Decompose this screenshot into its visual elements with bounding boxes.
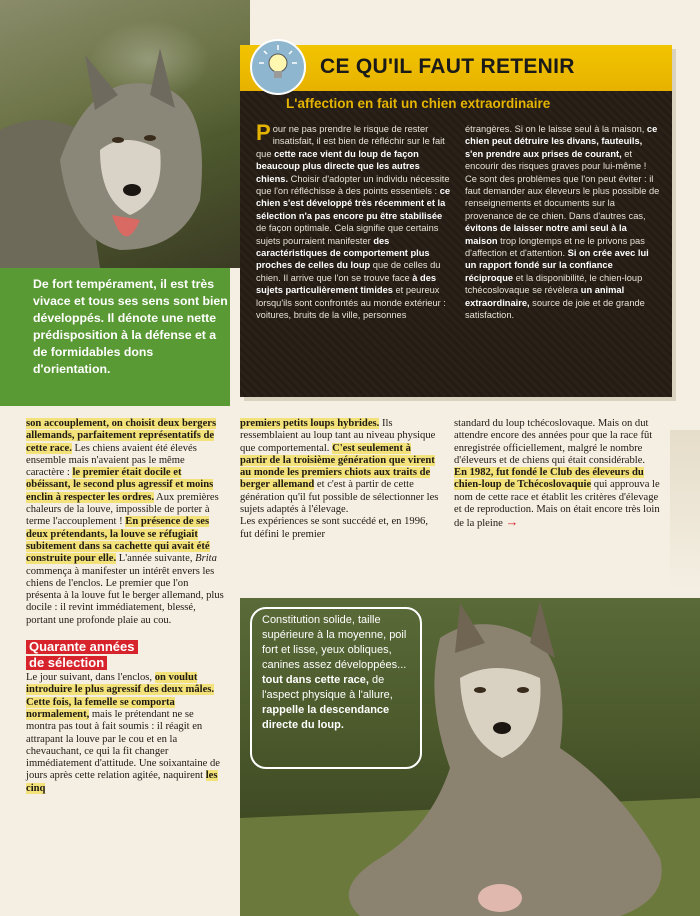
col-a2-segment: on voulut introduire le plus agressif des deux mâles. Cette fois, la femelle se comporta normalement, <box>26 672 215 720</box>
box-column-2 <box>465 123 660 322</box>
col-a-segment: le premier était docile et obéissant, le second plus agressif et moins enclin à respecter les ordres. <box>26 467 214 503</box>
body-column-2 <box>240 418 440 541</box>
box-col2-segment: et la disponibilité, le chien-loup tchécoslovaque se révèlera <box>465 272 643 296</box>
col-a-segment: Aux premières chaleurs de la louve, impossible de porter à terme l'accouplement ! <box>26 491 219 528</box>
box-subtitle: L'affection en fait un chien extraordinaire <box>286 96 551 111</box>
lightbulb-icon <box>250 39 306 95</box>
box-col1-segment: que de celles du chien. Il arrive que l'on se trouve face <box>256 260 441 283</box>
col-b-segment: Ils ressemblaient au loup tant au niveau physique que comportemental. <box>240 418 436 454</box>
col-b-segment: Les expériences se sont succédé et, en 1996, fut défini le premier <box>240 516 428 540</box>
col-a-segment: Les chiens avaient été élevés ensemble mais n'avaient pas le même caractère : <box>26 442 197 479</box>
photo-caption-text <box>262 613 422 733</box>
photo-caption-segment: de l'aspect physique à l'allure, <box>262 674 393 701</box>
col-c-segment: qui approuva le nom de cette race et établit les critères d'élevage et de reproduction. Mais on était encore très loin de la pleine <box>454 479 660 530</box>
col-b-segment: et c'est à partir de cette génération qu'il fut possible de sélectionner les sujets adaptés à l'élevage. <box>240 479 439 516</box>
box-col2-segment: un animal extraordinaire, <box>465 285 625 308</box>
box-col1-segment: cette race vient du loup de façon beaucoup plus directe que les autres chiens. <box>256 148 420 184</box>
body-column-3 <box>454 418 660 531</box>
photo-caption-segment: Constitution solide, taille supérieure à la moyenne, poil fort et lisse, yeux obliques, canines assez développées... <box>262 614 407 671</box>
arrow-right-icon: → <box>505 514 519 530</box>
green-caption-text: De fort tempérament, il est très vivace et tous ses sens sont bien développés. Il dénote une nette prédisposition à la défense et a de formidables dons d'orientation. <box>33 277 228 376</box>
page-edge <box>670 430 700 590</box>
box-col1-segment: de façon optimale. Cela signifie que certains sujets pourraient manifester <box>256 223 439 246</box>
box-col1-segment: ce chien s'est développé très récemment et la sélection n'a pas encore pu être stabilisée <box>256 186 451 221</box>
col-a-segment: commença à manifester un intérêt envers les chiens de l'enclos. Le premier que l'on présenta à la louve fut le berger allemand, plus docile : il revint immédiatement, blessé, portant une profonde plaie au cou. <box>26 565 224 626</box>
col-a2-segment: les cinq <box>26 770 218 794</box>
box-col2-segment: source de joie et de grande satisfaction. <box>465 297 645 321</box>
body-column-1-paragraph <box>26 418 224 627</box>
col-a-segment: son accouplement, on choisit deux bergers allemands, parfaitement représentatifs de cette race. <box>26 418 217 454</box>
photo-caption-segment: tout dans cette race, <box>262 674 369 686</box>
section-heading <box>26 640 224 672</box>
body-column-1 <box>26 418 224 795</box>
box-col1-segment: des caractéristiques de comportement plus proches de celles du loup <box>256 235 430 271</box>
col-a2-segment: Le jour suivant, dans l'enclos, <box>26 672 155 684</box>
box-col2-segment: trop longtemps et ne le privons pas d'affection et d'attention. <box>465 235 645 259</box>
box-col1-segment: our ne pas prendre le risque de rester insatisfait, il est bien de réfléchir sur le fait que <box>256 124 445 159</box>
dog-photo-top <box>0 0 250 268</box>
box-title: CE QU'IL FAUT RETENIR <box>320 55 575 78</box>
box-col1-segment: et peureux lorsqu'ils sont confrontés au monde extérieur : voitures, bruits de la ville, personnes <box>256 285 446 321</box>
box-col2-segment: ce chien peut détruire les divans, fauteuils, s'en prendre aux prises de courant, <box>465 124 658 159</box>
col-a-segment: Brita <box>195 553 217 565</box>
section-heading-line-2: de sélection <box>26 656 107 670</box>
box-columns <box>256 120 660 322</box>
col-a-segment: En présence de ses deux prétendants, la louve se réfugiait subitement dans sa cachette qui avait été construite pour elle. <box>26 516 210 565</box>
box-col2-segment: et encourir des risques graves pour lui-même ! Ce sont des problèmes que l'on peut éviter : il faut demander aux éleveurs le plus possible de renseignements et documents sur la provenance de ce chien. Dans d'autres cas, <box>465 148 660 221</box>
box-col2-segment: étrangères. Si on le laisse seul à la maison, <box>465 124 647 134</box>
box-col1-segment: Choisir d'adopter un individu nécessite que l'on réfléchisse à des points essentiels : <box>256 173 450 197</box>
box-col2-segment: évitons de laisser notre ami seul à la maison <box>465 223 627 246</box>
dropcap: P <box>256 120 271 145</box>
body-column-1-paragraph-2 <box>26 672 224 795</box>
col-a2-segment: mais le prétendant ne se montra pas tout à fait soumis : il réagit en attrapant la louve par le cou et en la chevauchant, ce qui la fit changer immédiatement d'attitude. Une soixantaine de jours après cette relation agitée, naquirent <box>26 708 221 782</box>
key-points-box <box>240 45 672 397</box>
col-b-segment: premiers petits loups hybrides. <box>240 418 380 429</box>
box-col2-segment: Si on crée avec lui un rapport fondé sur la confiance réciproque <box>465 248 649 283</box>
col-a-segment: L'année suivante, <box>116 553 196 565</box>
col-c-segment: En 1982, fut fondé le Club des éleveurs du chien-loup de Tchécoslovaquie <box>454 467 644 491</box>
photo-caption-segment: rappelle la descendance directe du loup. <box>262 704 390 731</box>
col-b-segment: C'est seulement à partir de la troisième génération que virent au monde les premiers chiots aux traits de berger allemand <box>240 442 435 491</box>
box-col1-segment: à des sujets particulièrement timides <box>256 272 437 296</box>
box-column-1 <box>256 120 451 322</box>
section-heading-line-1: Quarante années <box>26 640 138 654</box>
col-c-segment: standard du loup tchécoslovaque. Mais on dut attendre encore des années pour que la race fût enregistrée officiellement, malgré le nombre d'éleveurs et de chiens qui était considérable. <box>454 418 653 466</box>
